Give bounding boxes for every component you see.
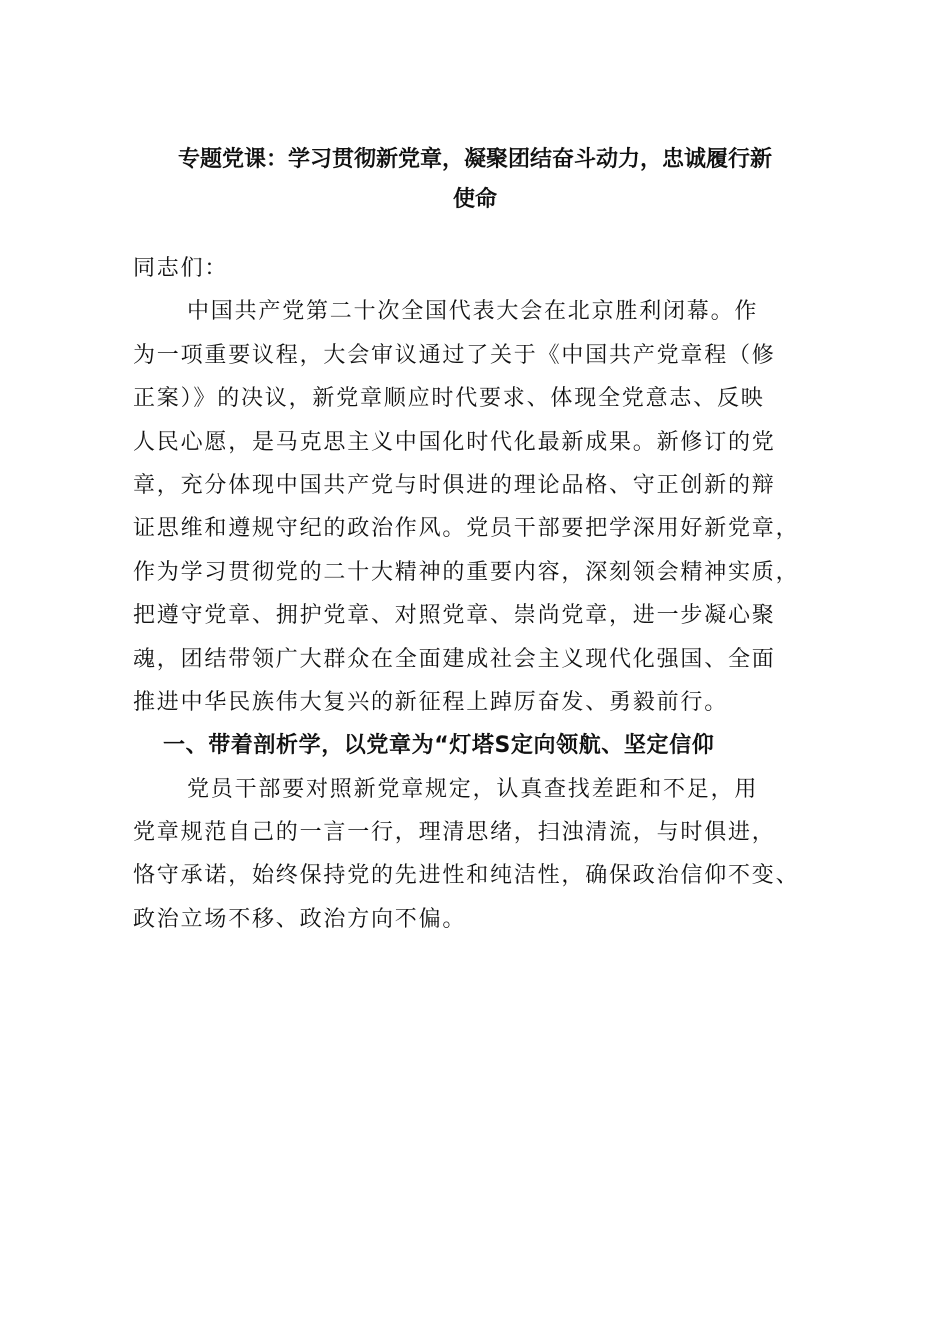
paragraph-line: 证思维和遵规守纪的政治作风。党员干部要把学深用好新党章， bbox=[133, 516, 800, 542]
paragraph-line: 章，充分体现中国共产党与时俱进的理论品格、守正创新的辩 bbox=[133, 472, 776, 498]
paragraph-line: 政治立场不移、政治方向不偏。 bbox=[133, 906, 467, 932]
document-body bbox=[133, 247, 833, 941]
paragraph-line: 推进中华民族伟大复兴的新征程上踔厉奋发、勇毅前行。 bbox=[133, 689, 729, 715]
paragraph-line: 作为学习贯彻党的二十大精神的重要内容，深刻领会精神实质， bbox=[133, 559, 800, 585]
paragraph-1 bbox=[133, 290, 833, 724]
paragraph-line: 中国共产党第二十次全国代表大会在北京胜利闭幕。作 bbox=[187, 299, 759, 325]
paragraph-line: 为一项重要议程，大会审议通过了关于《中国共产党章程（修 bbox=[133, 342, 776, 368]
paragraph-line: 魂，团结带领广大群众在全面建成社会主义现代化强国、全面 bbox=[133, 646, 776, 672]
salutation: 同志们： bbox=[133, 256, 229, 281]
paragraph-line: 人民心愿，是马克思主义中国化时代化最新成果。新修订的党 bbox=[133, 429, 776, 455]
paragraph-line: 正案）》的决议，新党章顺应时代要求、体现全党意志、反映 bbox=[133, 386, 765, 412]
paragraph-line: 把遵守党章、拥护党章、对照党章、崇尚党章，进一步凝心聚 bbox=[133, 603, 776, 629]
paragraph-line: 恪守承诺，始终保持党的先进性和纯洁性，确保政治信仰不变、 bbox=[133, 863, 800, 889]
paragraph-line: 党章规范自己的一言一行，理清思绪，扫浊清流，与时俱进， bbox=[133, 820, 776, 846]
paragraph-2 bbox=[133, 768, 833, 942]
title-line-2: 使命 bbox=[452, 187, 497, 212]
paragraph-line: 党员干部要对照新党章规定，认真查找差距和不足，用 bbox=[187, 776, 759, 802]
title-line-1: 专题党课：学习贯彻新党章，凝聚团结奋斗动力，忠诚履行新 bbox=[177, 147, 772, 172]
document-title bbox=[120, 140, 830, 220]
section-heading-1: 一、带着剖析学，以党章为“灯塔S定向领航、坚定信仰 bbox=[163, 733, 715, 759]
